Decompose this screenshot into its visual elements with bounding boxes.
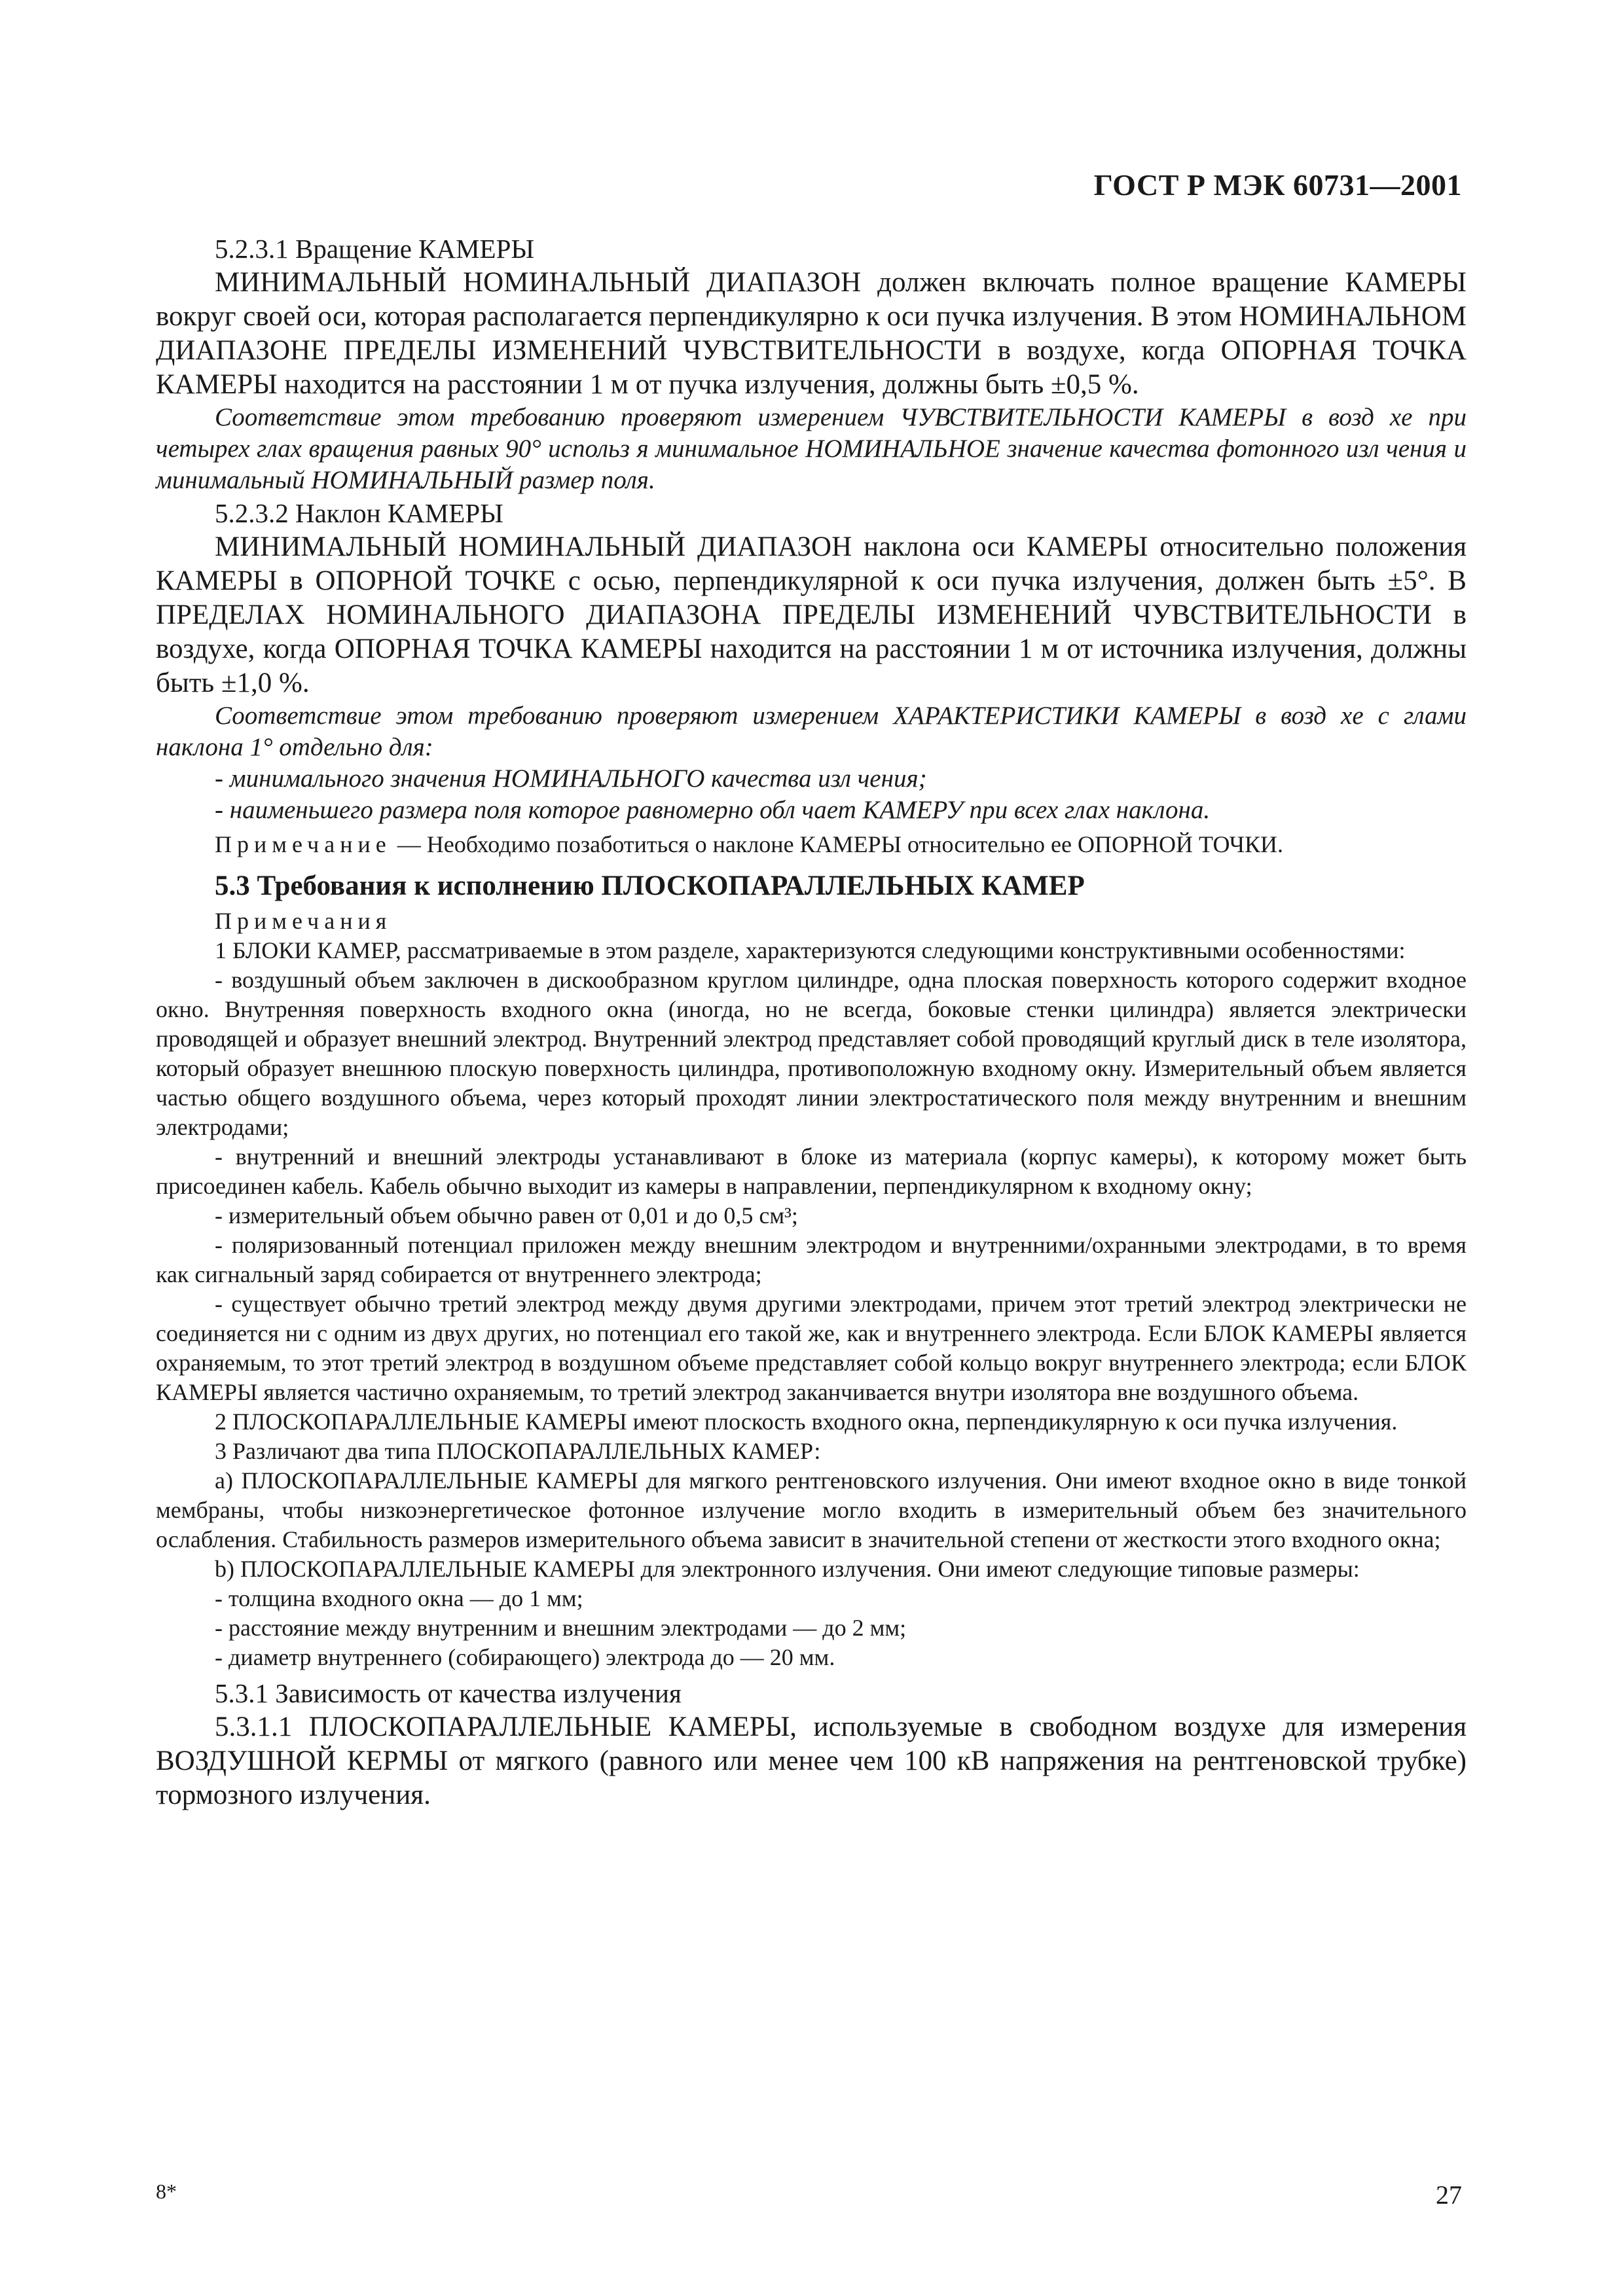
list-item: - существует обычно третий электрод между двумя другими электродами, причем этот третий электрод электрически не соединяется ни с одним из двух других, но потенциал его такой же, как и внутреннего электрода. Если БЛОК КАМЕРЫ является охраняемым, то этот третий электрод в воздушном объеме представляет собой кольцо вокруг внутреннего электрода; если БЛОК КАМЕРЫ является частично охраняемым, то третий электрод заканчивается внутри изолятора вне воздушного объема.: [156, 1289, 1467, 1407]
list-item: - воздушный объем заключен в дискообразном круглом цилиндре, одна плоская поверхность которого содержит входное окно. Внутренняя поверхность входного окна (иногда, но не всегда, боковые стенки цилиндра) является электрически проводящей и образует внешний электрод. Внутренний электрод представляет собой проводящий круглый диск в теле изолятора, который образует внешнюю плоскую поверхность цилиндра, противоположную входному окну. Измерительный объем является частью общего воздушного объема, через который проходят линии электростатического поля между внутренним и внешним электродами;: [156, 965, 1467, 1142]
note-1-intro: 1 БЛОКИ КАМЕР, рассматриваемые в этом разделе, характеризуются следующими конструктивными особенностями:: [215, 937, 1406, 963]
note-3-b-list: [156, 1584, 1467, 1672]
note-3-intro: 3 Различают два типа ПЛОСКОПАРАЛЛЕЛЬНЫХ КАМЕР:: [215, 1438, 821, 1464]
list-item: - поляризованный потенциал приложен между внешним электродом и внутренними/охранными электродами, в то время как сигнальный заряд собирается от внутреннего электрода;: [156, 1230, 1467, 1289]
clause-5-3-1-1-text: 5.3.1.1 ПЛОСКОПАРАЛЛЕЛЬНЫЕ КАМЕРЫ, используемые в свободном воздухе для измерения ВОЗДУШНОЙ КЕРМЫ от мягкого (равного или менее чем 100 кВ напряжения на рентгеновской трубке) тормозного излучения.: [156, 1712, 1467, 1810]
note-text: — Необходимо позаботиться о наклоне КАМЕРЫ относительно ее ОПОРНОЙ ТОЧКИ.: [397, 831, 1283, 857]
note-3-item-a: а) ПЛОСКОПАРАЛЛЕЛЬНЫЕ КАМЕРЫ для мягкого рентгеновского излучения. Они имеют входное окно в виде тонкой мембраны, чтобы низкоэнергетическое фотонное излучение могло входить в измерительный объем без значительного ослабления. Стабильность размеров измерительного объема зависит в значительной степени от жесткости этого входного окна;: [156, 1467, 1467, 1552]
note-3-item-b: b) ПЛОСКОПАРАЛЛЕЛЬНЫЕ КАМЕРЫ для электронного излучения. Они имеют следующие типовые размеры:: [215, 1556, 1360, 1582]
list-item: - наименьшего размера поля которое равномерно обл чает КАМЕРУ при всех глах наклона.: [156, 795, 1467, 826]
clause-5-2-3-1-text: МИНИМАЛЬНЫЙ НОМИНАЛЬНЫЙ ДИАПАЗОН должен включать полное вращение КАМЕРЫ вокруг своей оси, которая располагается перпендикулярно к оси пучка излучения. В этом НОМИНАЛЬНОМ ДИАПАЗОНЕ ПРЕДЕЛЫ ИЗМЕНЕНИЙ ЧУВСТВИТЕЛЬНОСТИ в воздухе, когда ОПОРНАЯ ТОЧКА КАМЕРЫ находится на расстоянии 1 м от пучка излучения, должны быть ±0,5 %.: [156, 267, 1467, 400]
list-item: - диаметр внутреннего (собирающего) электрода до — 20 мм.: [156, 1643, 1467, 1672]
clause-5-2-3-2-title: 5.2.3.2 Наклон КАМЕРЫ: [215, 498, 503, 528]
compliance-list: [156, 763, 1467, 826]
page-number: 27: [1436, 2180, 1462, 2210]
page-content: [156, 232, 1467, 1812]
clause-5-2-3-1-title: 5.2.3.1 Вращение КАМЕРЫ: [215, 234, 535, 264]
list-item: - толщина входного окна — до 1 мм;: [156, 1584, 1467, 1613]
document-id-header: ГОСТ Р МЭК 60731—2001: [1093, 168, 1462, 202]
clause-5-3-1-title: 5.3.1 Зависимость от качества излучения: [215, 1678, 682, 1708]
sheet-mark: 8*: [156, 2179, 177, 2203]
notes-label: Примечания: [215, 908, 392, 934]
section-5-3-title: 5.3 Требования к исполнению ПЛОСКОПАРАЛЛЕЛЬНЫХ КАМЕР: [215, 870, 1085, 901]
note-label: Примечание: [215, 831, 392, 857]
list-item: - измерительный объем обычно равен от 0,01 и до 0,5 см³;: [156, 1201, 1467, 1230]
clause-5-2-3-2-compliance: Соответствие этом требованию проверяют измерением ХАРАКТЕРИСТИКИ КАМЕРЫ в возд хе с глами наклона 1° отдельно для:: [156, 702, 1467, 761]
list-item: - минимального значения НОМИНАЛЬНОГО качества изл чения;: [156, 763, 1467, 795]
note-1-list: [156, 965, 1467, 1407]
note-2: 2 ПЛОСКОПАРАЛЛЕЛЬНЫЕ КАМЕРЫ имеют плоскость входного окна, перпендикулярную к оси пучка излучения.: [215, 1408, 1398, 1435]
clause-5-2-3-1-compliance: Соответствие этом требованию проверяют измерением ЧУВСТВИТЕЛЬНОСТИ КАМЕРЫ в возд хе при четырех глах вращения равных 90° использ я минимальное НОМИНАЛЬНОЕ значение качества фотонного изл чения и минимальный НОМИНАЛЬНЫЙ размер поля.: [156, 403, 1467, 494]
clause-5-2-3-2-text: МИНИМАЛЬНЫЙ НОМИНАЛЬНЫЙ ДИАПАЗОН наклона оси КАМЕРЫ относительно положения КАМЕРЫ в ОПОРНОЙ ТОЧКЕ с осью, перпендикулярной к оси пучка излучения, должен быть ±5°. В ПРЕДЕЛАХ НОМИНАЛЬНОГО ДИАПАЗОНА ПРЕДЕЛЫ ИЗМЕНЕНИЙ ЧУВСТВИТЕЛЬНОСТИ в воздухе, когда ОПОРНАЯ ТОЧКА КАМЕРЫ находится на расстоянии 1 м от источника излучения, должны быть ±1,0 %.: [156, 531, 1467, 698]
note-paragraph: [156, 830, 1467, 859]
list-item: - расстояние между внутренним и внешним электродами — до 2 мм;: [156, 1613, 1467, 1643]
list-item: - внутренний и внешний электроды устанавливают в блоке из материала (корпус камеры), к которому может быть присоединен кабель. Кабель обычно выходит из камеры в направлении, перпендикулярном к входному окну;: [156, 1142, 1467, 1201]
